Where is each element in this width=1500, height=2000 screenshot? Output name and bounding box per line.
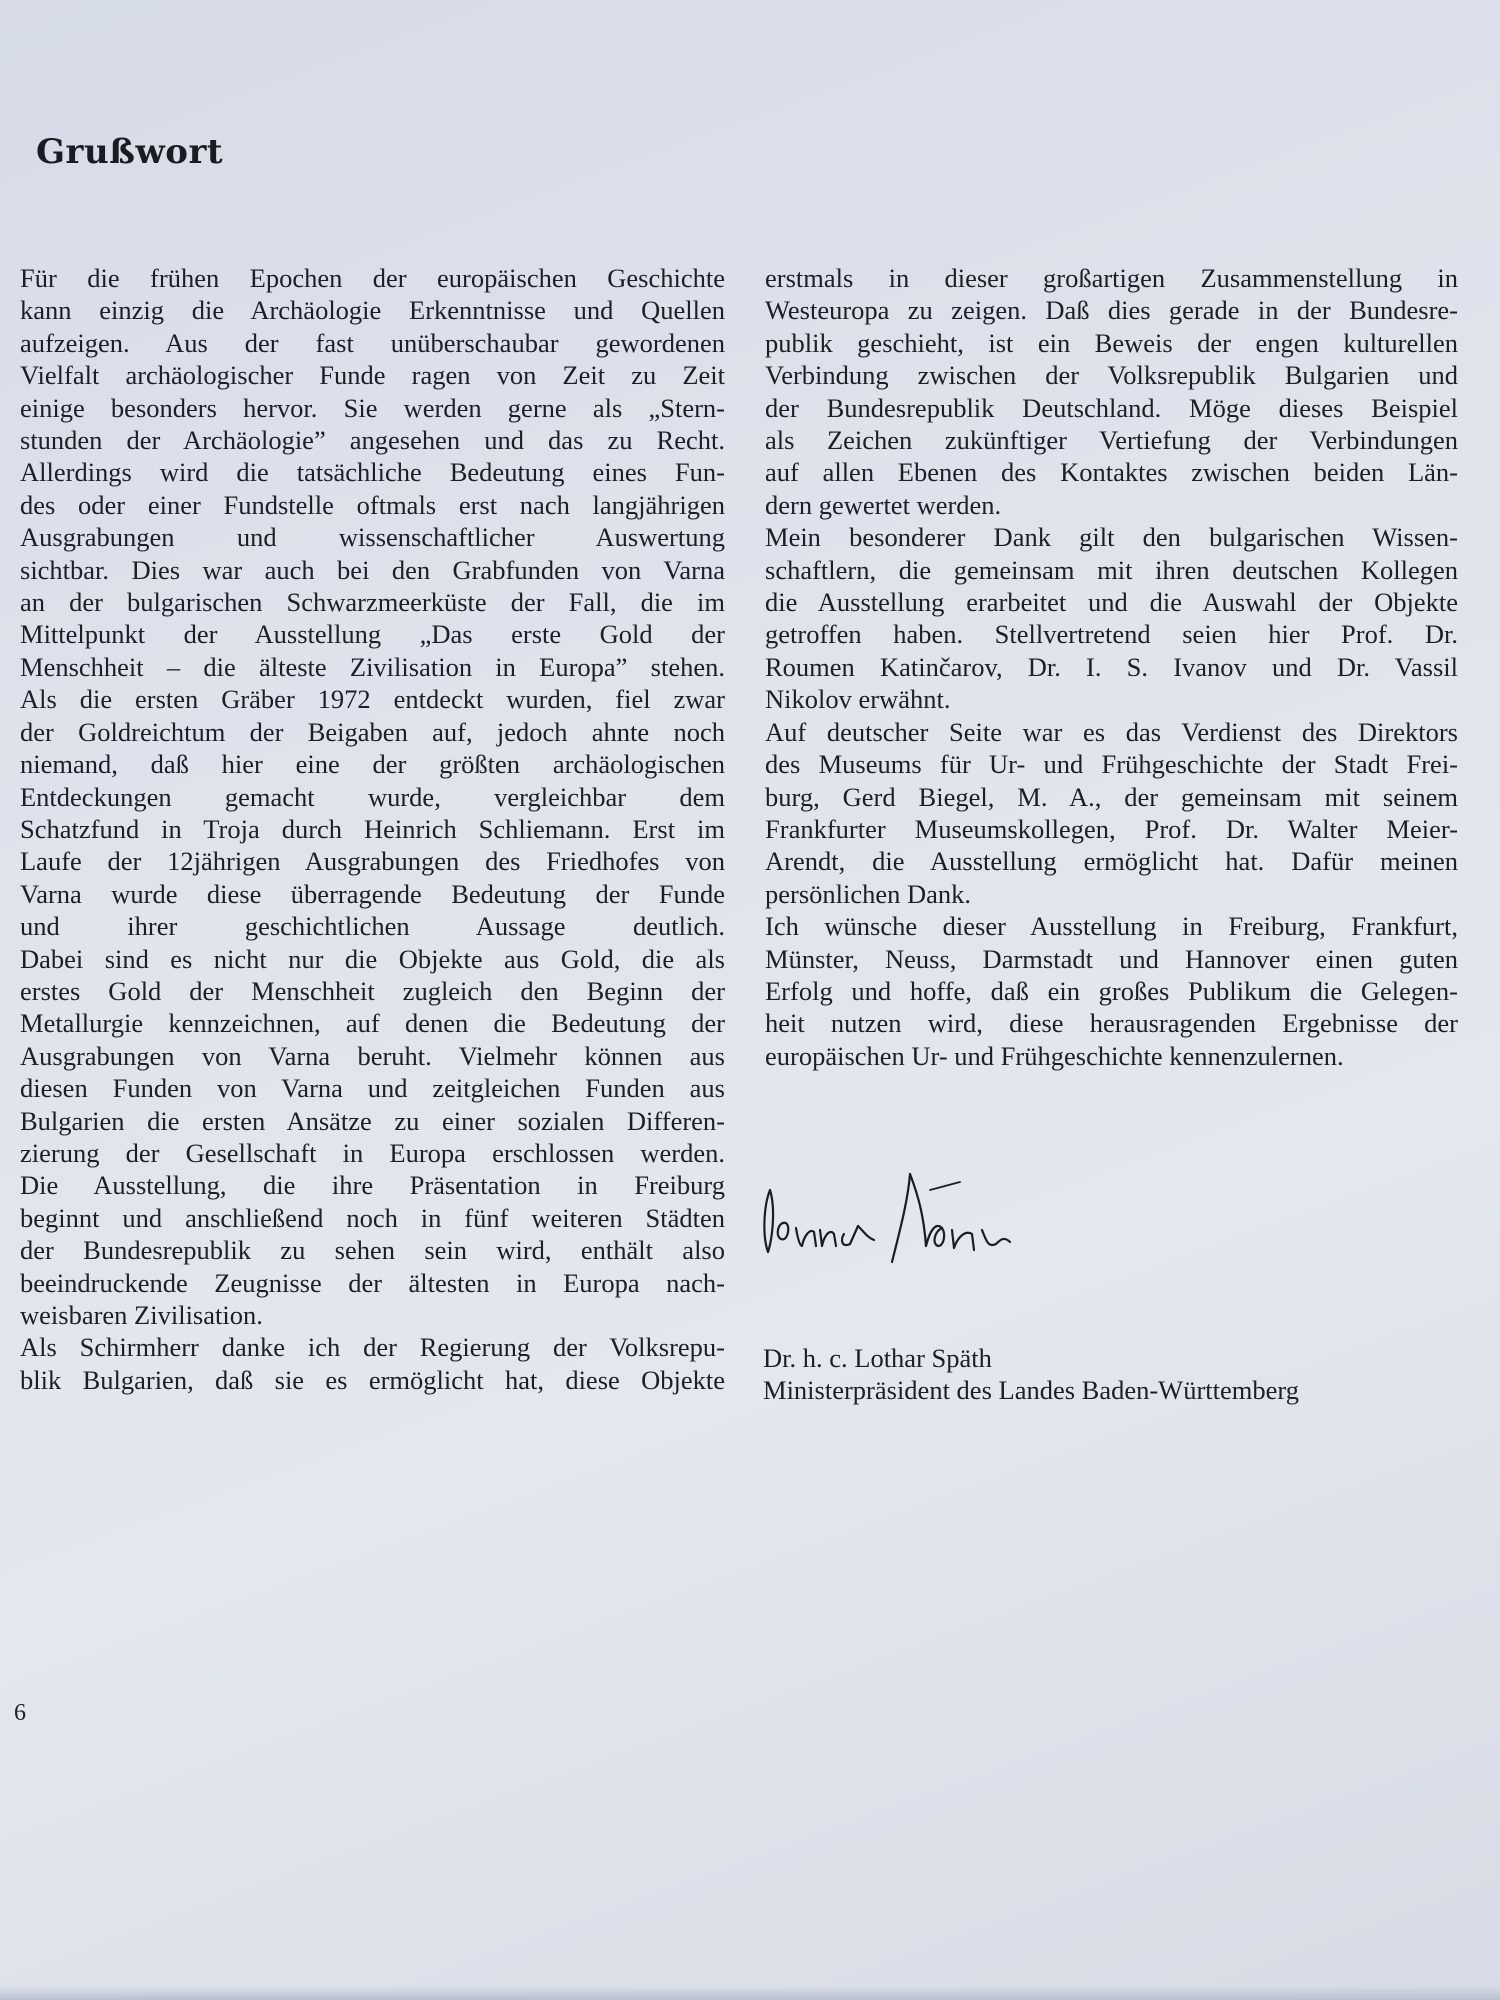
text-line: die Ausstellung erarbeitet und die Auswahl der Objekte xyxy=(765,587,1458,618)
text-line: dern gewertet werden. xyxy=(765,489,1002,520)
text-line: Allerdings wird die tatsächliche Bedeutung eines Fun- xyxy=(20,457,725,488)
text-line: Laufe der 12jährigen Ausgrabungen des Friedhofes von xyxy=(20,846,725,877)
text-line: beginnt und anschließend noch in fünf weiteren Städten xyxy=(20,1202,725,1233)
text-line: stunden der Archäologie” angesehen und das zu Recht. xyxy=(20,425,725,456)
handwritten-signature xyxy=(760,1160,1030,1270)
text-line: des Museums für Ur- und Frühgeschichte der Stadt Frei- xyxy=(765,749,1458,780)
text-line: weisbaren Zivilisation. xyxy=(20,1300,263,1330)
text-line: Münster, Neuss, Darmstadt und Hannover einen guten xyxy=(765,943,1458,974)
text-line: Roumen Katinčarov, Dr. I. S. Ivanov und Dr. Vassil xyxy=(765,651,1458,682)
text-line: Schatzfund in Troja durch Heinrich Schliemann. Erst im xyxy=(20,813,725,844)
text-line: diesen Funden von Varna und zeitgleichen Funden aus xyxy=(20,1073,725,1104)
text-line: Für die frühen Epochen der europäischen Geschichte xyxy=(20,263,725,293)
text-line: beeindruckende Zeugnisse der ältesten in Europa nach- xyxy=(20,1267,725,1298)
text-line: der Bundesrepublik zu sehen sein wird, enthält also xyxy=(20,1235,725,1266)
text-line: Entdeckungen gemacht wurde, vergleichbar dem xyxy=(20,781,725,812)
text-line: schaftlern, die gemeinsam mit ihren deutschen Kollegen xyxy=(765,554,1458,585)
page-heading: Grußwort xyxy=(36,132,224,172)
text-line: Bulgarien die ersten Ansätze zu einer sozialen Differen- xyxy=(20,1105,725,1136)
page-number: 6 xyxy=(14,1700,26,1726)
text-line: an der bulgarischen Schwarzmeerküste der Fall, die im xyxy=(20,587,725,618)
text-line: Varna wurde diese überragende Bedeutung der Funde xyxy=(20,878,725,909)
text-line: Frankfurter Museumskollegen, Prof. Dr. Walter Meier- xyxy=(765,813,1458,844)
text-line: Ausgrabungen von Varna beruht. Vielmehr können aus xyxy=(20,1040,725,1071)
text-line: blik Bulgarien, daß sie es ermöglicht hat, diese Objekte xyxy=(20,1364,725,1395)
text-line: Als Schirmherr danke ich der Regierung der Volksrepu- xyxy=(20,1332,725,1363)
text-line: der Bundesrepublik Deutschland. Möge dieses Beispiel xyxy=(765,392,1458,423)
text-line: Verbindung zwischen der Volksrepublik Bulgarien und xyxy=(765,360,1458,391)
text-line: Metallurgie kennzeichnen, auf denen die Bedeutung der xyxy=(20,1008,725,1039)
text-line: Auf deutscher Seite war es das Verdienst des Direktors xyxy=(765,716,1458,747)
text-line: Als die ersten Gräber 1972 entdeckt wurden, fiel zwar xyxy=(20,684,725,715)
text-line: europäischen Ur- und Frühgeschichte kennenzulernen. xyxy=(765,1040,1344,1071)
text-line: Mein besonderer Dank gilt den bulgarischen Wissen- xyxy=(765,522,1458,553)
text-line: als Zeichen zukünftiger Vertiefung der Verbindungen xyxy=(765,425,1458,456)
text-line: heit nutzen wird, diese herausragenden Ergebnisse der xyxy=(765,1008,1458,1039)
text-line: erstes Gold der Menschheit zugleich den Beginn der xyxy=(20,975,725,1006)
text-line: des oder einer Fundstelle oftmals erst nach langjährigen xyxy=(20,489,725,520)
text-line: Nikolov erwähnt. xyxy=(765,684,951,715)
text-line: Westeuropa zu zeigen. Daß dies gerade in der Bundesre- xyxy=(765,295,1458,326)
text-line: auf allen Ebenen des Kontaktes zwischen beiden Län- xyxy=(765,457,1458,488)
text-line: kann einzig die Archäologie Erkenntnisse und Quellen xyxy=(20,295,725,326)
text-line: getroffen haben. Stellvertretend seien hier Prof. Dr. xyxy=(765,619,1458,650)
text-line: zierung der Gesellschaft in Europa erschlossen werden. xyxy=(20,1137,725,1168)
text-line: burg, Gerd Biegel, M. A., der gemeinsam mit seinem xyxy=(765,781,1458,812)
text-line: publik geschieht, ist ein Beweis der engen kulturellen xyxy=(765,327,1458,358)
right-text-column xyxy=(765,262,1458,1072)
text-line: erstmals in dieser großartigen Zusammenstellung in xyxy=(765,263,1458,293)
text-line: Ausgrabungen und wissenschaftlicher Auswertung xyxy=(20,522,725,553)
text-line: Arendt, die Ausstellung ermöglicht hat. Dafür meinen xyxy=(765,846,1458,877)
text-line: Mittelpunkt der Ausstellung „Das erste Gold der xyxy=(20,619,725,650)
text-line: sichtbar. Dies war auch bei den Grabfunden von Varna xyxy=(20,554,725,585)
text-line: aufzeigen. Aus der fast unüberschaubar gewordenen xyxy=(20,327,725,358)
text-line: Dabei sind es nicht nur die Objekte aus Gold, die als xyxy=(20,943,725,974)
text-line: Die Ausstellung, die ihre Präsentation in Freiburg xyxy=(20,1170,725,1201)
text-line: persönlichen Dank. xyxy=(765,878,972,909)
signatory-name: Dr. h. c. Lothar Späth xyxy=(763,1343,992,1373)
left-text-column xyxy=(20,262,725,1396)
signature-block xyxy=(763,1342,1299,1407)
text-line: und ihrer geschichtlichen Aussage deutlich. xyxy=(20,911,725,942)
text-line: niemand, daß hier eine der größten archäologischen xyxy=(20,749,725,780)
signatory-title: Ministerpräsident des Landes Baden-Württemberg xyxy=(763,1375,1299,1406)
text-line: der Goldreichtum der Beigaben auf, jedoch ahnte noch xyxy=(20,716,725,747)
page-bottom-edge xyxy=(0,1986,1500,2000)
text-line: Erfolg und hoffe, daß ein großes Publikum die Gelegen- xyxy=(765,975,1458,1006)
text-line: Vielfalt archäologischer Funde ragen von Zeit zu Zeit xyxy=(20,360,725,391)
text-line: Menschheit – die älteste Zivilisation in Europa” stehen. xyxy=(20,651,725,682)
text-line: Ich wünsche dieser Ausstellung in Freiburg, Frankfurt, xyxy=(765,911,1458,942)
text-line: einige besonders hervor. Sie werden gerne als „Stern- xyxy=(20,392,725,423)
